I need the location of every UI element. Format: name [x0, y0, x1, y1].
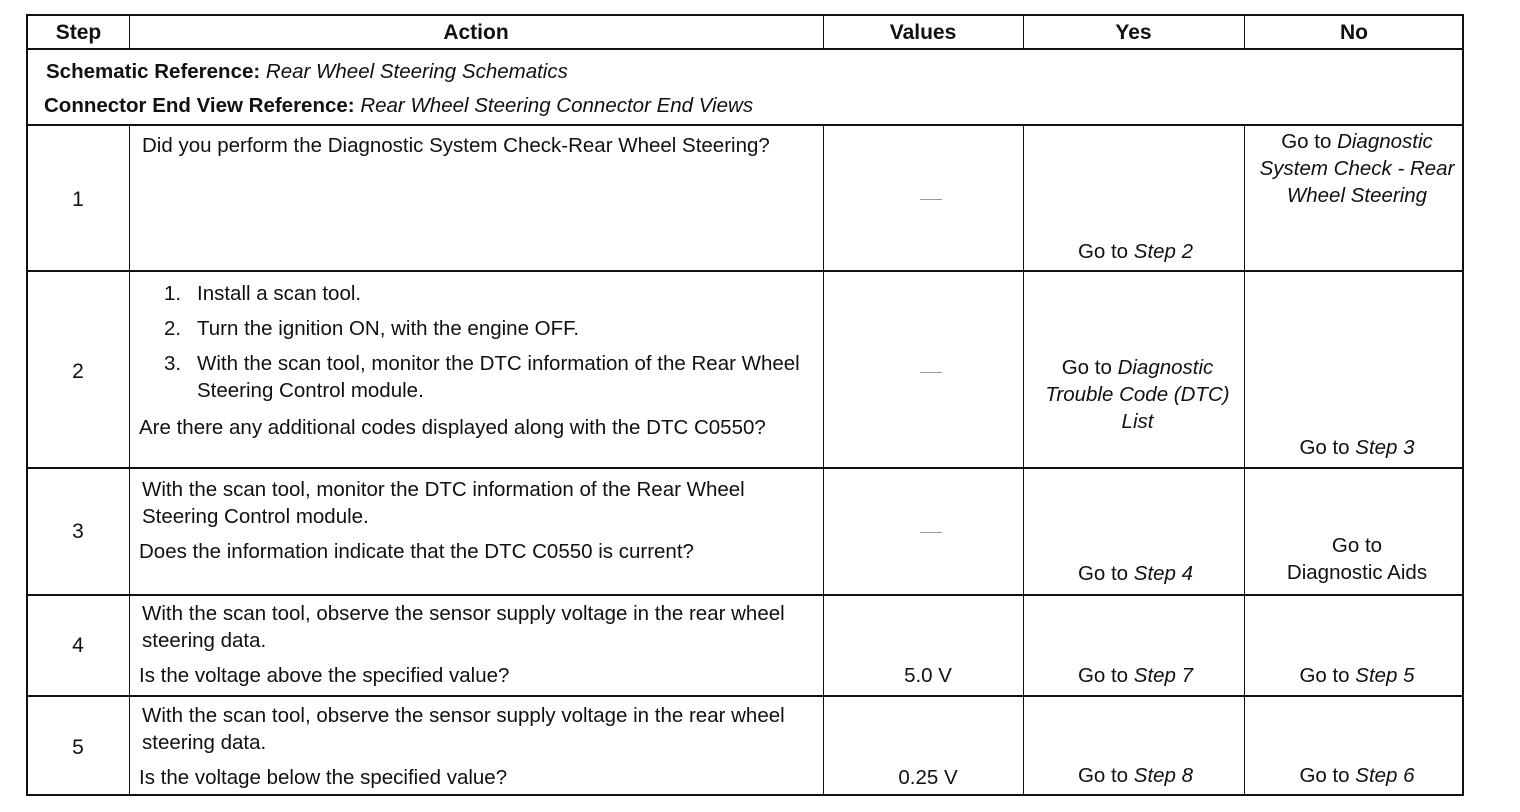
diagnostic-table	[26, 14, 1464, 796]
no-link[interactable]: Diagnostic Aids	[1286, 561, 1428, 584]
row-rule-2	[28, 467, 1462, 469]
action-text: With the scan tool, monitor the DTC information of the Rear Wheel Steering Control module.	[142, 478, 745, 528]
list-item: 3. With the scan tool, monitor the DTC information of the Rear Wheel Steering Control module.	[164, 352, 800, 402]
value-cell: 5.0 V	[904, 664, 952, 687]
yes-prefix: Go to	[1077, 562, 1129, 585]
value-cell: 0.25 V	[898, 766, 958, 789]
no-cell	[1250, 532, 1464, 586]
header-step: Step	[55, 21, 102, 44]
yes-cell	[1028, 238, 1243, 265]
no-link[interactable]: Step 3	[1355, 436, 1415, 459]
header-action: Action	[443, 21, 509, 44]
yes-link[interactable]: Step 8	[1133, 764, 1194, 787]
yes-prefix: Go to	[1077, 240, 1129, 263]
no-cell	[1250, 762, 1464, 789]
yes-link[interactable]: Step 4	[1133, 562, 1194, 585]
action-steps-list	[164, 280, 814, 412]
header-yes: Yes	[1115, 21, 1152, 44]
header-no: No	[1340, 21, 1368, 44]
yes-cell	[1028, 662, 1243, 689]
value-dash	[920, 532, 942, 533]
col-rule	[823, 124, 824, 796]
action-text: Did you perform the Diagnostic System Check-Rear Wheel Steering?	[142, 134, 770, 157]
col-rule	[129, 124, 130, 796]
step-number: 3	[72, 520, 84, 543]
reference-rule	[28, 124, 1462, 126]
step-number: 1	[72, 188, 84, 211]
connector-reference-label: Connector End View Reference:	[44, 94, 355, 117]
step-number: 4	[72, 634, 84, 657]
no-link[interactable]: Step 5	[1355, 664, 1415, 687]
row-rule-3	[28, 594, 1462, 596]
no-prefix: Go to	[1299, 436, 1350, 459]
yes-link[interactable]: Step 2	[1133, 240, 1194, 263]
header-values: Values	[889, 21, 957, 44]
no-prefix: Go to	[1299, 764, 1350, 787]
no-link[interactable]: Step 6	[1355, 764, 1415, 787]
col-rule	[1244, 124, 1245, 796]
connector-reference	[44, 94, 753, 118]
value-dash	[920, 199, 942, 200]
action-question: Is the voltage above the specified value?	[139, 664, 510, 687]
yes-link[interactable]: Step 7	[1133, 664, 1194, 687]
row-rule-4	[28, 695, 1462, 697]
value-dash	[920, 372, 942, 373]
col-rule	[1023, 124, 1024, 796]
action-question: Are there any additional codes displayed along with the DTC C0550?	[139, 416, 766, 439]
action-text: With the scan tool, observe the sensor supply voltage in the rear wheel steering data.	[142, 704, 785, 754]
no-prefix: Go to	[1331, 534, 1383, 557]
yes-cell	[1028, 560, 1243, 587]
step-number: 2	[72, 360, 84, 383]
schematic-reference-value: Rear Wheel Steering Schematics	[265, 60, 568, 83]
no-cell	[1250, 128, 1464, 209]
list-item: 1. Install a scan tool.	[164, 282, 362, 305]
schematic-reference-label: Schematic Reference:	[46, 60, 261, 83]
list-item: 2. Turn the ignition ON, with the engine OFF.	[164, 317, 580, 340]
no-cell	[1250, 662, 1464, 689]
row-rule-1	[28, 270, 1462, 272]
no-link[interactable]: Diagnostic System Check - Rear Wheel Steering	[1259, 130, 1455, 207]
no-cell	[1250, 434, 1464, 461]
yes-prefix: Go to	[1077, 764, 1129, 787]
yes-cell	[1040, 354, 1235, 435]
yes-prefix: Go to	[1077, 664, 1129, 687]
yes-link[interactable]: Diagnostic Trouble Code (DTC) List	[1045, 356, 1230, 433]
yes-cell	[1028, 762, 1243, 789]
connector-reference-value: Rear Wheel Steering Connector End Views	[360, 94, 754, 117]
schematic-reference	[46, 60, 568, 84]
action-text: With the scan tool, observe the sensor supply voltage in the rear wheel steering data.	[142, 602, 785, 652]
action-question: Does the information indicate that the DTC C0550 is current?	[139, 540, 694, 563]
step-number: 5	[72, 736, 84, 759]
no-prefix: Go to	[1299, 664, 1350, 687]
action-question: Is the voltage below the specified value?	[139, 766, 508, 789]
yes-prefix: Go to	[1061, 356, 1112, 379]
no-prefix: Go to	[1281, 130, 1332, 153]
